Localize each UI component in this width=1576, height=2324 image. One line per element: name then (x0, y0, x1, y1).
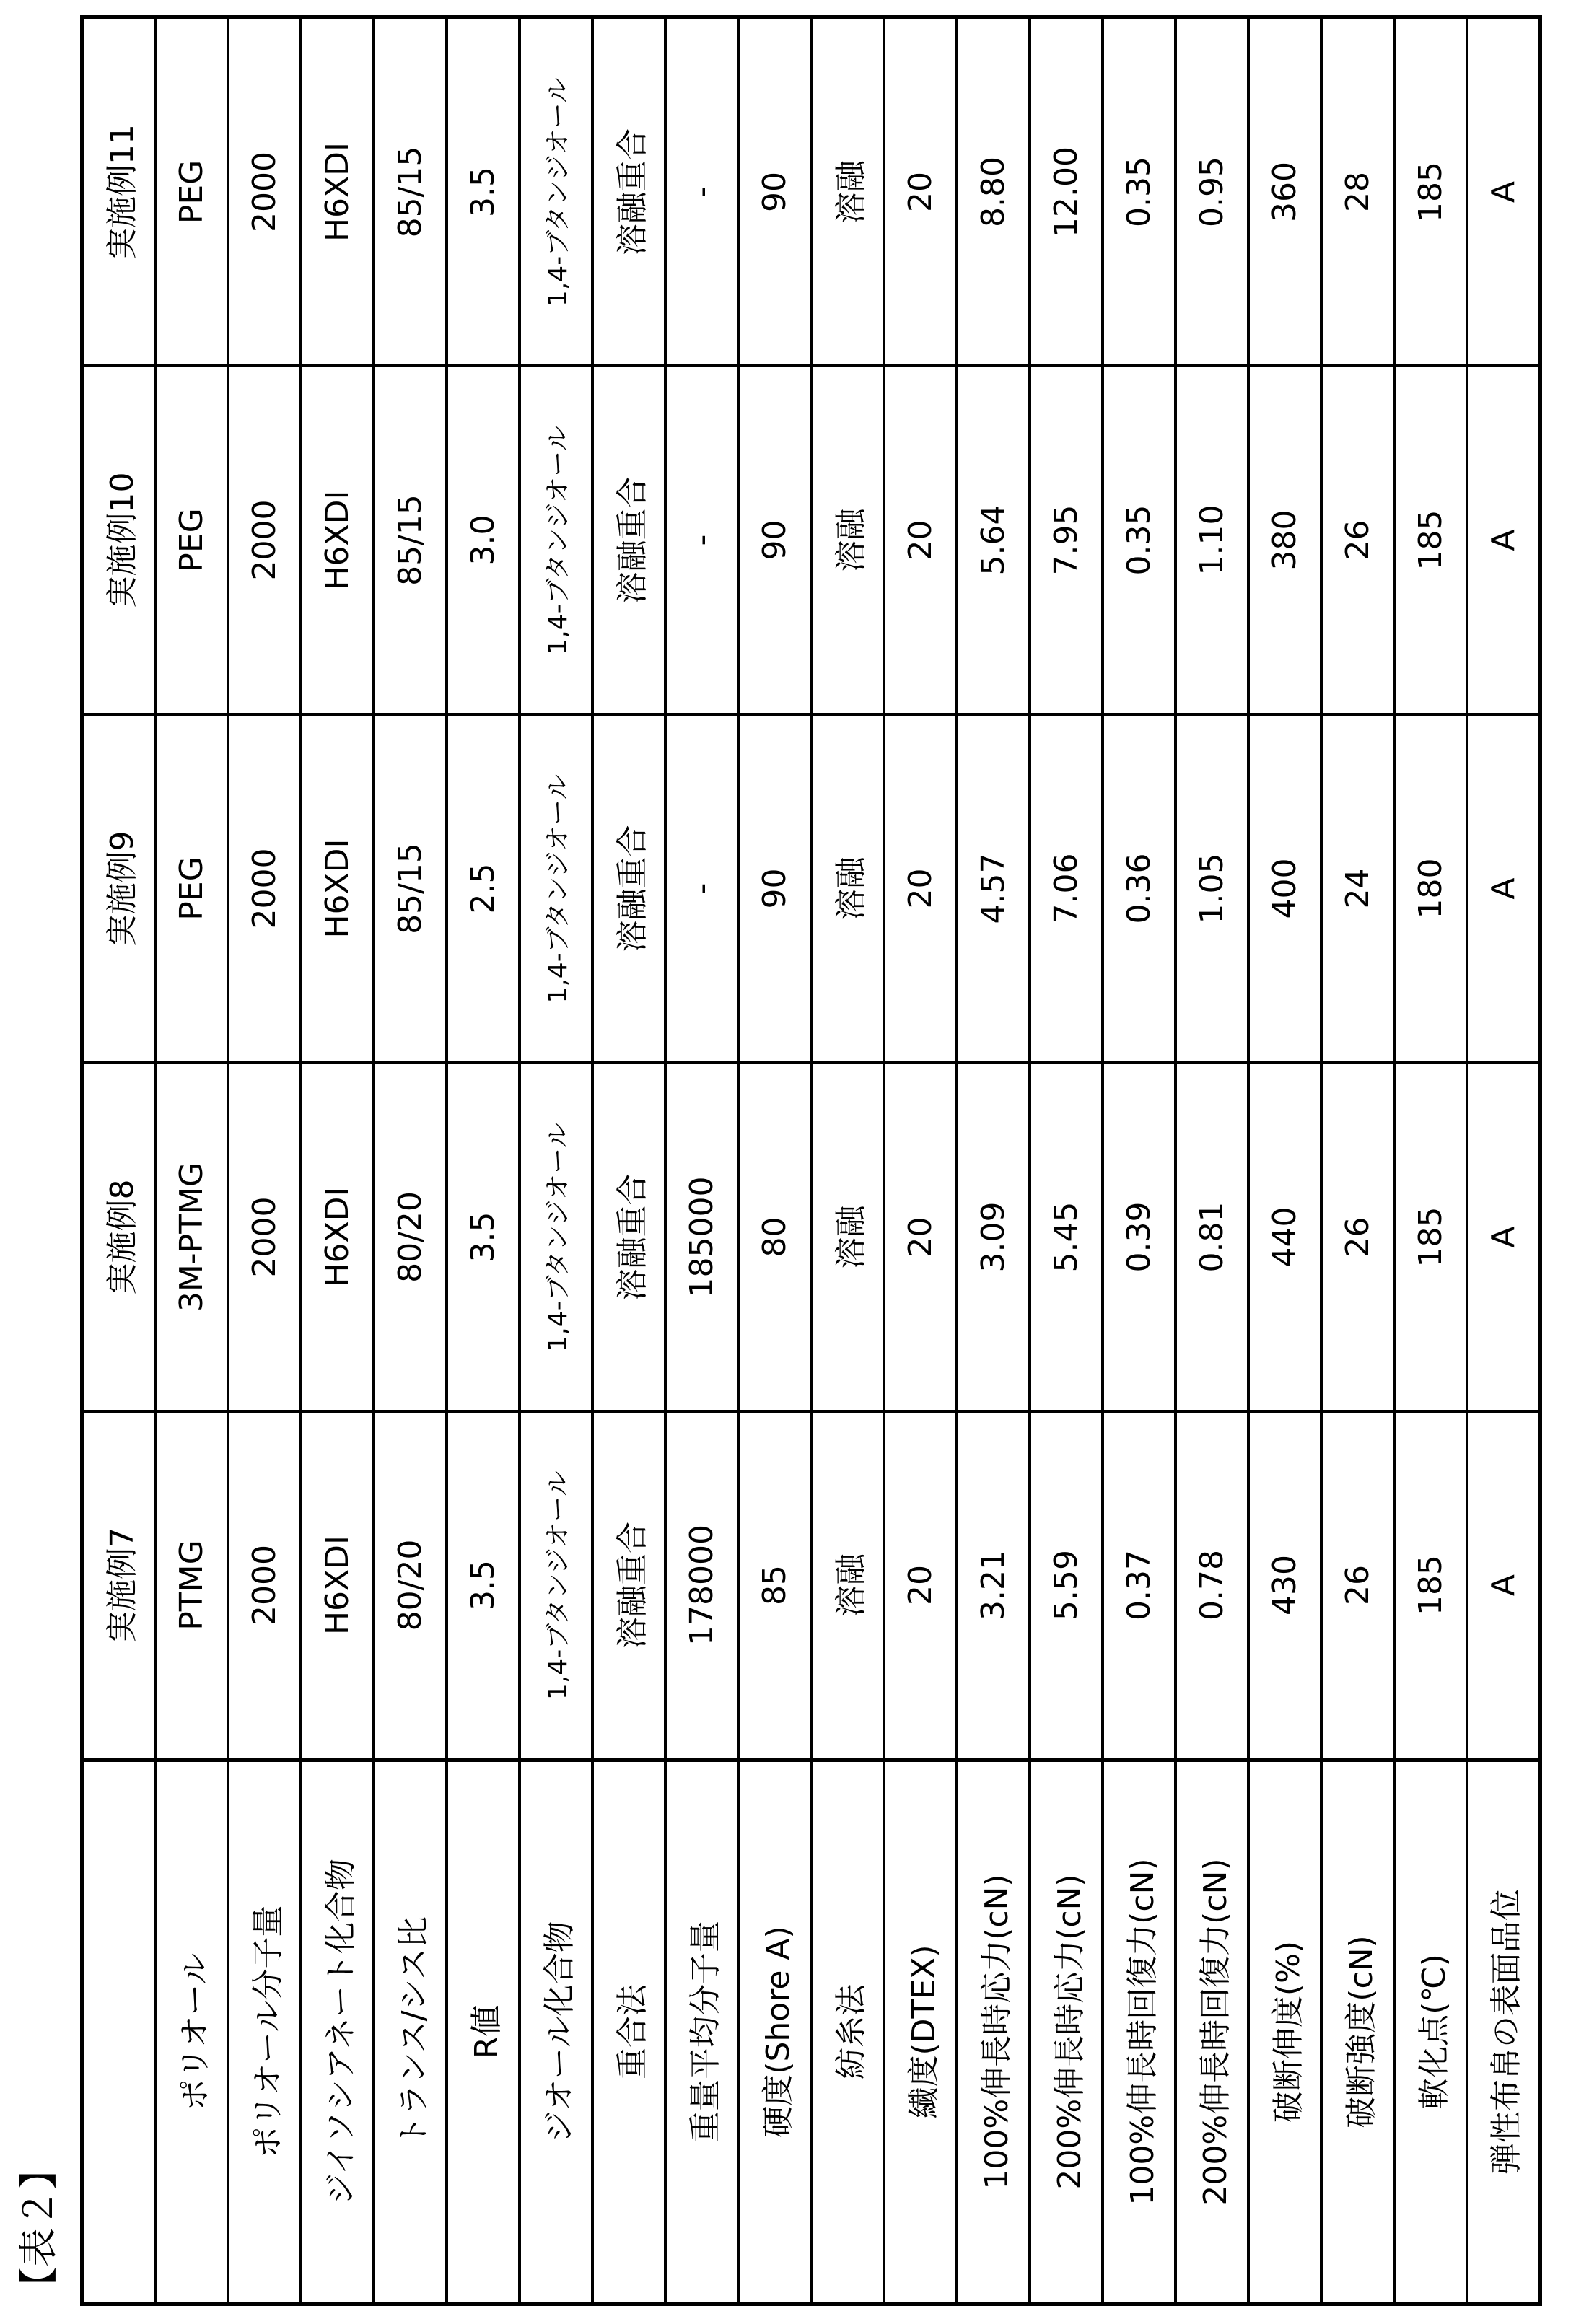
table-cell: 20 (884, 17, 957, 366)
table-cell: 85 (738, 1411, 811, 1760)
row-label: 重量平均分子量 (665, 1760, 738, 2304)
table-cell: 溶融 (811, 366, 884, 714)
table-cell: 3.5 (447, 17, 520, 366)
table-cell: 1,4-ブタンジオール (520, 1411, 592, 1760)
table-cell: PTMG (155, 1411, 228, 1760)
column-header: 実施例7 (82, 1411, 155, 1760)
table-cell: 28 (1321, 17, 1394, 366)
table-cell: 0.39 (1103, 1063, 1176, 1411)
table-cell: 0.37 (1103, 1411, 1176, 1760)
row-label: ジイソシアネート化合物 (301, 1760, 374, 2304)
table-cell: 溶融 (811, 17, 884, 366)
table-cell: H6XDI (301, 714, 374, 1063)
table-cell: 3.5 (447, 1063, 520, 1411)
table-cell: 溶融重合 (592, 17, 665, 366)
table-cell: - (665, 17, 738, 366)
table-cell: 1,4-ブタンジオール (520, 714, 592, 1063)
row-label: 軟化点(℃) (1394, 1760, 1467, 2304)
row-label: ポリオール分子量 (228, 1760, 301, 2304)
table-cell: 3.21 (957, 1411, 1030, 1760)
table-cell: 20 (884, 714, 957, 1063)
row-label: 100%伸長時回復力(cN) (1103, 1760, 1176, 2304)
table-row (884, 17, 957, 2304)
table-cell: 180 (1394, 714, 1467, 1063)
table-cell: 26 (1321, 1411, 1394, 1760)
table-row (1248, 17, 1321, 2304)
table-cell: 8.80 (957, 17, 1030, 366)
table-cell: 85/15 (374, 366, 447, 714)
table-cell: 26 (1321, 1063, 1394, 1411)
row-label: 200%伸長時回復力(cN) (1176, 1760, 1248, 2304)
table-cell: 26 (1321, 366, 1394, 714)
table-row (1394, 17, 1467, 2304)
table-cell: 4.57 (957, 714, 1030, 1063)
table-cell: H6XDI (301, 366, 374, 714)
table-cell: 90 (738, 366, 811, 714)
table-cell: 360 (1248, 17, 1321, 366)
table-cell: 80/20 (374, 1411, 447, 1760)
table-row (811, 17, 884, 2304)
table-cell: 185 (1394, 17, 1467, 366)
table-cell: - (665, 714, 738, 1063)
table-row (1467, 17, 1540, 2304)
table-cell: 0.35 (1103, 366, 1176, 714)
table-cell: 1,4-ブタンジオール (520, 366, 592, 714)
table-cell: PEG (155, 366, 228, 714)
table-cell: 溶融 (811, 1063, 884, 1411)
table-row (738, 17, 811, 2304)
column-header: 実施例11 (82, 17, 155, 366)
row-label: 硬度(Shore A) (738, 1760, 811, 2304)
table-cell: 12.00 (1030, 17, 1103, 366)
table-cell: 1,4-ブタンジオール (520, 17, 592, 366)
row-label: R値 (447, 1760, 520, 2304)
table-row (1030, 17, 1103, 2304)
table-cell: 185 (1394, 1411, 1467, 1760)
table-cell: - (665, 366, 738, 714)
table-cell: 90 (738, 17, 811, 366)
row-label: 重合法 (592, 1760, 665, 2304)
row-label: 破断強度(cN) (1321, 1760, 1394, 2304)
table-cell: 溶融重合 (592, 1063, 665, 1411)
data-table (80, 15, 1542, 2306)
table-cell: 85/15 (374, 714, 447, 1063)
table-cell: PEG (155, 17, 228, 366)
table-cell: 440 (1248, 1063, 1321, 1411)
table-cell: 1.10 (1176, 366, 1248, 714)
table-row (665, 17, 738, 2304)
header-row (82, 17, 155, 2304)
table-cell: 5.59 (1030, 1411, 1103, 1760)
table-row (155, 17, 228, 2304)
table-cell: A (1467, 1411, 1540, 1760)
table-cell: 178000 (665, 1411, 738, 1760)
table-row (520, 17, 592, 2304)
row-label: 紡糸法 (811, 1760, 884, 2304)
table-cell: H6XDI (301, 1063, 374, 1411)
row-label: 100%伸長時応力(cN) (957, 1760, 1030, 2304)
table-cell: 1,4-ブタンジオール (520, 1063, 592, 1411)
table-cell: 90 (738, 714, 811, 1063)
row-label: 破断伸度(%) (1248, 1760, 1321, 2304)
table-cell: 185 (1394, 1063, 1467, 1411)
table-cell: 185000 (665, 1063, 738, 1411)
table-cell: 5.64 (957, 366, 1030, 714)
row-label: ポリオール (155, 1760, 228, 2304)
table-cell: A (1467, 17, 1540, 366)
table-cell: 溶融 (811, 714, 884, 1063)
row-label: 200%伸長時応力(cN) (1030, 1760, 1103, 2304)
table-cell: 2000 (228, 17, 301, 366)
table-row (957, 17, 1030, 2304)
table-row (301, 17, 374, 2304)
table-cell: A (1467, 714, 1540, 1063)
table-cell: 380 (1248, 366, 1321, 714)
column-header: 実施例8 (82, 1063, 155, 1411)
table-cell: 3M-PTMG (155, 1063, 228, 1411)
table-row (447, 17, 520, 2304)
table-cell: 2000 (228, 366, 301, 714)
row-label: ジオール化合物 (520, 1760, 592, 2304)
table-caption: 【表２】 (16, 2150, 62, 2306)
table-cell: 80/20 (374, 1063, 447, 1411)
table-row (1103, 17, 1176, 2304)
column-header: 実施例9 (82, 714, 155, 1063)
column-header: 実施例10 (82, 366, 155, 714)
table-row (228, 17, 301, 2304)
table-row (374, 17, 447, 2304)
table-cell: 24 (1321, 714, 1394, 1063)
table-cell: 2000 (228, 714, 301, 1063)
table-cell: A (1467, 1063, 1540, 1411)
rotated-table-container (80, 15, 1538, 2306)
table-cell: 80 (738, 1063, 811, 1411)
table-cell: 溶融重合 (592, 714, 665, 1063)
table-row (1176, 17, 1248, 2304)
table-cell: H6XDI (301, 17, 374, 366)
table-cell: 3.0 (447, 366, 520, 714)
table-cell: 20 (884, 366, 957, 714)
table-cell: 2000 (228, 1411, 301, 1760)
table-cell: H6XDI (301, 1411, 374, 1760)
table-row (592, 17, 665, 2304)
table-cell: 7.95 (1030, 366, 1103, 714)
row-label: 弾性布帛の表面品位 (1467, 1760, 1540, 2304)
table-cell: 20 (884, 1411, 957, 1760)
table-cell: 430 (1248, 1411, 1321, 1760)
table-cell: 2.5 (447, 714, 520, 1063)
table-cell: 20 (884, 1063, 957, 1411)
table-cell: 0.35 (1103, 17, 1176, 366)
header-corner-cell (82, 1760, 155, 2304)
table-cell: 0.81 (1176, 1063, 1248, 1411)
table-cell: 0.78 (1176, 1411, 1248, 1760)
table-cell: 0.95 (1176, 17, 1248, 366)
table-cell: 185 (1394, 366, 1467, 714)
table-cell: 3.09 (957, 1063, 1030, 1411)
table-cell: 85/15 (374, 17, 447, 366)
table-cell: PEG (155, 714, 228, 1063)
table-cell: 400 (1248, 714, 1321, 1063)
table-cell: 溶融 (811, 1411, 884, 1760)
table-cell: 溶融重合 (592, 366, 665, 714)
row-label: 繊度(DTEX) (884, 1760, 957, 2304)
table-cell: A (1467, 366, 1540, 714)
table-cell: 1.05 (1176, 714, 1248, 1063)
table-cell: 0.36 (1103, 714, 1176, 1063)
table-cell: 7.06 (1030, 714, 1103, 1063)
row-label: トランス/シス比 (374, 1760, 447, 2304)
table-cell: 5.45 (1030, 1063, 1103, 1411)
table-cell: 溶融重合 (592, 1411, 665, 1760)
table-cell: 2000 (228, 1063, 301, 1411)
table-row (1321, 17, 1394, 2304)
table-cell: 3.5 (447, 1411, 520, 1760)
